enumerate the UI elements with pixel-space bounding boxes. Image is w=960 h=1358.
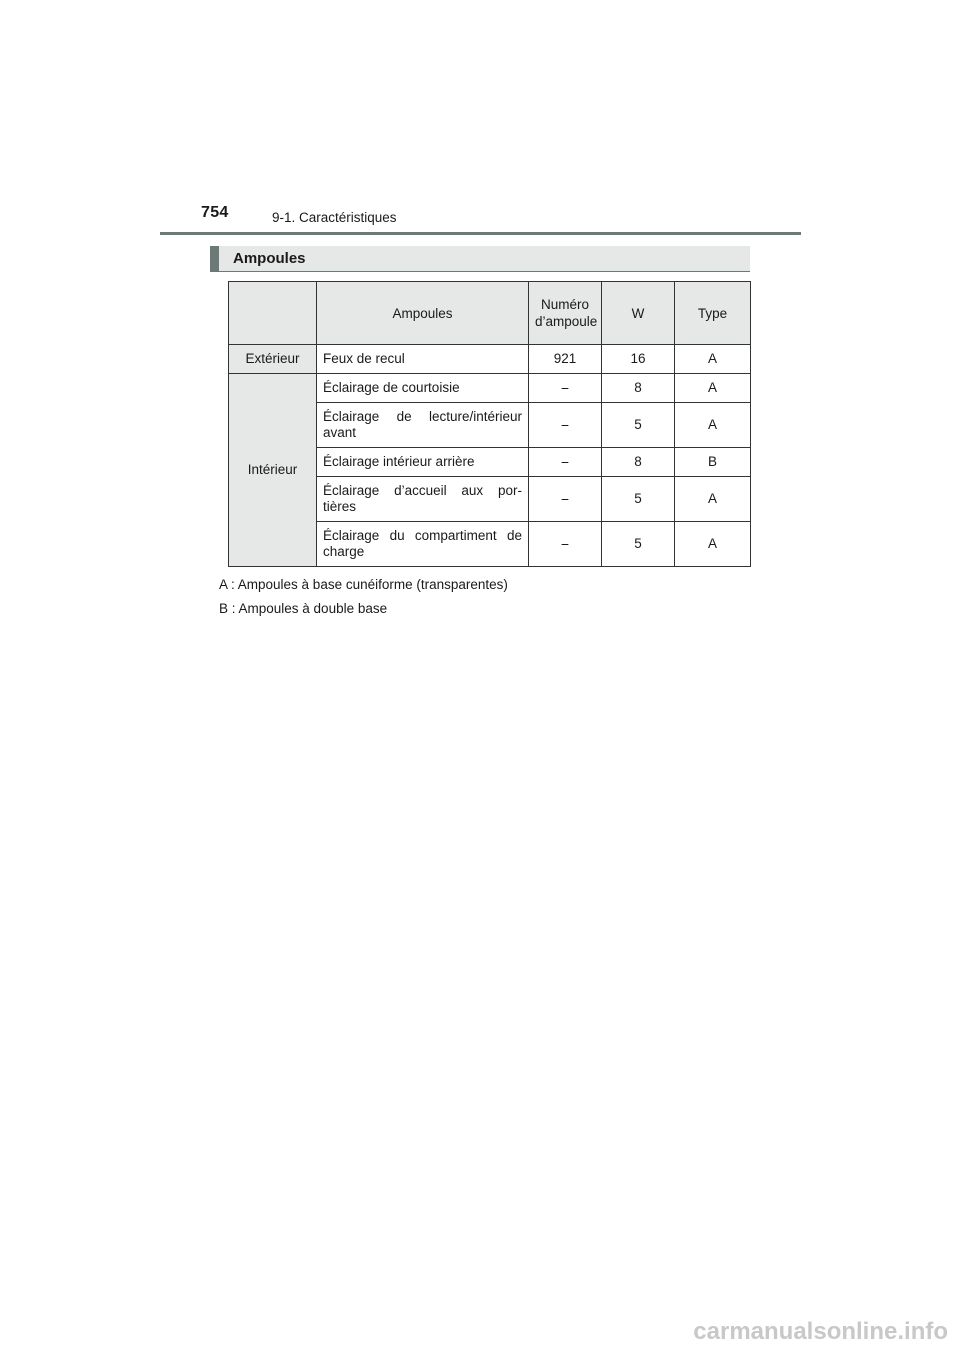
watts-cell: 5: [602, 403, 675, 448]
chapter-title: 9-1. Caractéristiques: [272, 210, 397, 225]
header-empty: [229, 282, 317, 345]
watts-cell: 8: [602, 448, 675, 477]
number-cell: ⎯: [529, 477, 602, 522]
bulb-cell: Éclairage du compartiment de charge: [317, 522, 529, 567]
type-cell: A: [675, 403, 751, 448]
bulb-cell: Éclairage intérieur arrière: [317, 448, 529, 477]
header-type: Type: [675, 282, 751, 345]
bulb-cell: Éclairage de courtoisie: [317, 374, 529, 403]
watermark: carmanualsonline.info: [693, 1318, 948, 1345]
bulb-cell: Éclairage de lecture/intérieur avant: [317, 403, 529, 448]
type-cell: B: [675, 448, 751, 477]
number-cell: ⎯: [529, 403, 602, 448]
table-row: [229, 345, 751, 374]
bulb-spec-table: [228, 281, 751, 567]
note-type-a: A : Ampoules à base cunéiforme (transparentes): [219, 577, 508, 592]
number-cell: ⎯: [529, 374, 602, 403]
table-row: [229, 374, 751, 403]
header-bulb-number: Numéro d’ampoule: [529, 282, 602, 345]
bulb-cell: Feux de recul: [317, 345, 529, 374]
watts-cell: 5: [602, 477, 675, 522]
type-cell: A: [675, 522, 751, 567]
type-cell: A: [675, 345, 751, 374]
number-cell: 921: [529, 345, 602, 374]
type-cell: A: [675, 374, 751, 403]
section-heading: [210, 246, 750, 272]
header-watts: W: [602, 282, 675, 345]
number-cell: ⎯: [529, 448, 602, 477]
number-cell: ⎯: [529, 522, 602, 567]
watts-cell: 8: [602, 374, 675, 403]
group-cell-interior: Intérieur: [229, 374, 317, 567]
type-cell: A: [675, 477, 751, 522]
note-type-b: B : Ampoules à double base: [219, 601, 388, 616]
header-bulbs: Ampoules: [317, 282, 529, 345]
table-notes: [219, 577, 508, 625]
watts-cell: 16: [602, 345, 675, 374]
table-header-row: [229, 282, 751, 345]
group-cell-exterior: Extérieur: [229, 345, 317, 374]
bulb-cell: Éclairage d’accueil aux por- tières: [317, 477, 529, 522]
section-title: Ampoules: [233, 250, 306, 267]
header-rule: [160, 232, 801, 235]
page-number: 754: [201, 204, 229, 221]
watts-cell: 5: [602, 522, 675, 567]
